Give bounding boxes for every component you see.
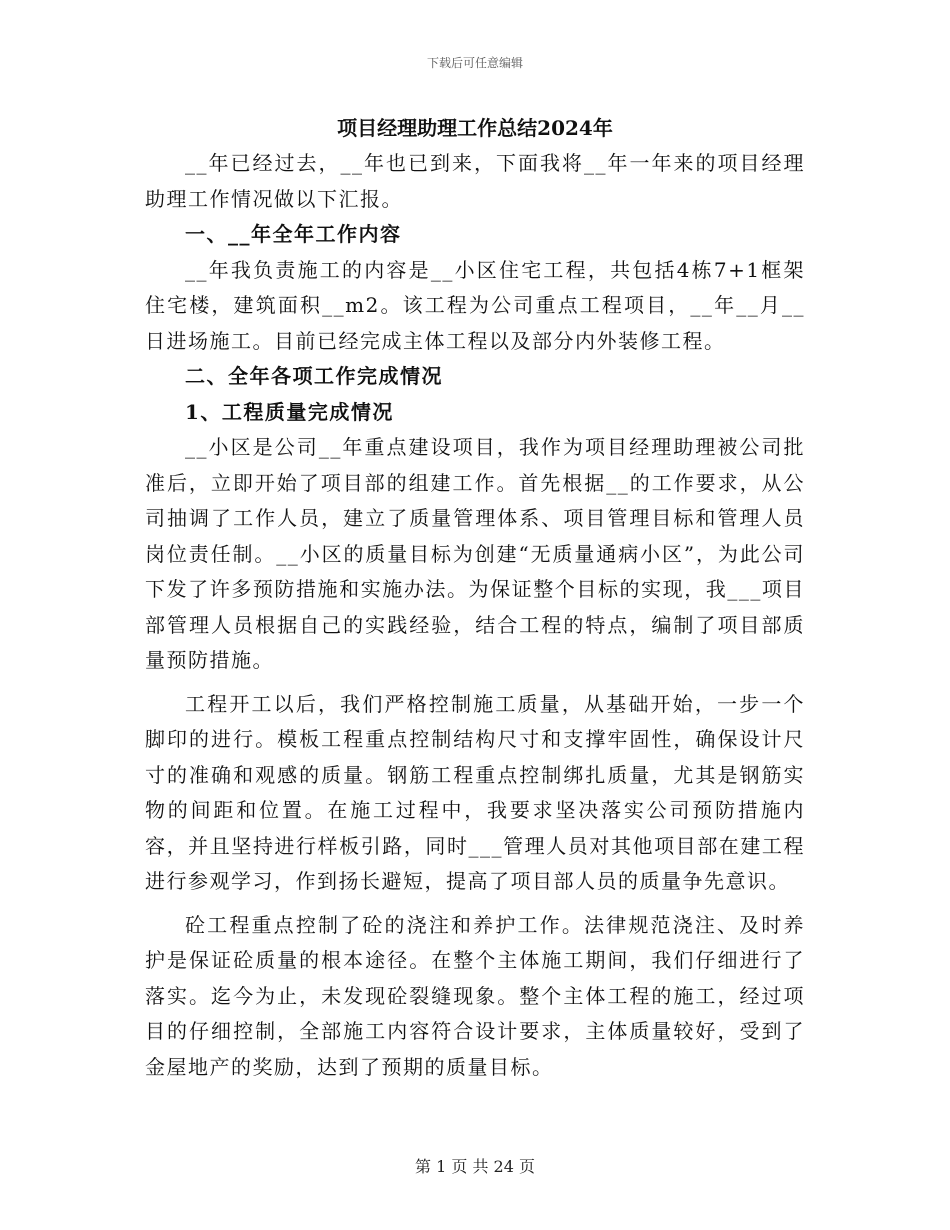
quality-paragraph-3: 砼工程重点控制了砼的浇注和养护工作。法律规范浇注、及时养护是保证砼质量的根本途径。在整个主体施工期间，我们仔细进行了落实。迄今为止，未发现砼裂缝现象。整个主体工程的施工，经过项目的仔细控制，全部施工内容符合设计要求，主体质量较好，受到了金屋地产的奖励，达到了预期的质量目标。 (145, 912, 805, 1079)
header-note: 下载后可任意编辑 (426, 56, 523, 70)
paragraph-gap (145, 900, 805, 908)
paragraph-gap (145, 679, 805, 687)
quality-paragraph-2: 工程开工以后，我们严格控制施工质量，从基础开始，一步一个脚印的进行。模板工程重点控制结构尺寸和支撑牢固性，确保设计尺寸的准确和观感的质量。钢筋工程重点控制绑扎质量，尤其是钢筋实物的间距和位置。在施工过程中，我要求坚决落实公司预防措施内容，并且坚持进行样板引路，同时___管理人员对其他项目部在建工程进行参观学习，作到扬长避短，提高了项目部人员的质量争先意识。 (145, 691, 805, 893)
document-body (145, 110, 805, 1085)
subsection-heading-1: 1、工程质量完成情况 (185, 399, 394, 424)
page-footer: 第 1 页 共 24 页 (415, 1157, 535, 1176)
section-heading-1: 一、__年全年工作内容 (185, 222, 402, 246)
section-heading-2: 二、全年各项工作完成情况 (185, 364, 443, 388)
quality-paragraph-1: __小区是公司__年重点建设项目，我作为项目经理助理被公司批准后，立即开始了项目部的组建工作。首先根据__的工作要求，从公司抽调了工作人员，建立了质量管理体系、项目管理目标和管理人员岗位责任制。__小区的质量目标为创建“无质量通病小区”，为此公司下发了许多预防措施和实施办法。为保证整个目标的实现，我___项目部管理人员根据自己的实践经验，结合工程的特点，编制了项目部质量预防措施。 (145, 435, 805, 672)
work-content-paragraph: __年我负责施工的内容是__小区住宅工程，共包括4栋7+1框架住宅楼，建筑面积__m2。该工程为公司重点工程项目，__年__月__日进场施工。目前已经完成主体工程以及部分内外装修工程。 (145, 257, 805, 353)
intro-paragraph: __年已经过去，__年也已到来，下面我将__年一年来的项目经理助理工作情况做以下汇报。 (145, 151, 805, 211)
document-title: 项目经理助理工作总结2024年 (337, 116, 613, 140)
